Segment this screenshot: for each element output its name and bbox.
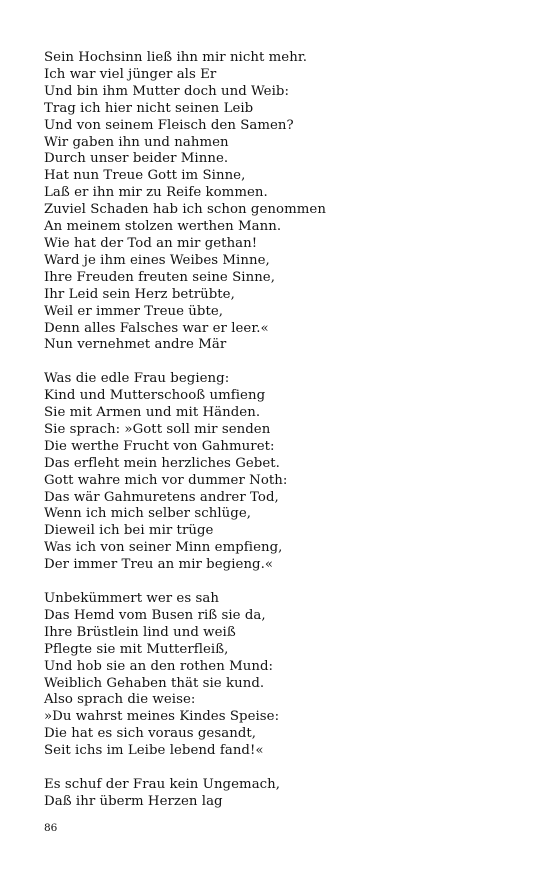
verse-line: Sie mit Armen und mit Händen. <box>44 405 261 421</box>
verse-line: An meinem stolzen werthen Mann. <box>44 219 282 235</box>
verse-line: Was die edle Frau begieng: <box>44 371 230 387</box>
verse-line: Die werthe Frucht von Gahmuret: <box>44 438 275 454</box>
verse-line: Und von seinem Fleisch den Samen? <box>44 117 294 133</box>
verse-line: Weiblich Gehaben thät sie kund. <box>44 675 265 691</box>
verse-line: Gott wahre mich vor dummer Noth: <box>44 472 288 488</box>
verse-line: Das Hemd vom Busen riß sie da, <box>44 607 266 623</box>
stanza <box>44 591 514 760</box>
verse-line: »Du wahrst meines Kindes Speise: <box>44 709 280 725</box>
verse-line: Das erfleht mein herzliches Gebet. <box>44 455 280 471</box>
verse-line: Was ich von seiner Minn empfieng, <box>44 540 283 556</box>
verse-line: Der immer Treu an mir begieng.« <box>44 557 274 573</box>
verse-line: Das wär Gahmuretens andrer Tod, <box>44 489 279 505</box>
verse-line: Die hat es sich voraus gesandt, <box>44 726 257 742</box>
verse-line: Weil er immer Treue übte, <box>44 303 224 319</box>
verse-line: Seit ichs im Leibe lebend fand!« <box>44 743 264 759</box>
verse-line: Nun vernehmet andre Mär <box>44 337 227 353</box>
verse-line: Dieweil ich bei mir trüge <box>44 523 214 539</box>
verse-line: Wenn ich mich selber schlüge, <box>44 506 252 522</box>
verse-line: Es schuf der Frau kein Ungemach, <box>44 776 281 792</box>
verse-line: Wir gaben ihn und nahmen <box>44 134 229 150</box>
verse-line: Laß er ihn mir zu Reife kommen. <box>44 185 268 201</box>
verse-line: Wie hat der Tod an mir gethan! <box>44 235 258 251</box>
verse-line: Und hob sie an den rothen Mund: <box>44 658 274 674</box>
verse-line: Trag ich hier nicht seinen Leib <box>44 100 254 116</box>
verse-line: Zuviel Schaden hab ich schon genommen <box>44 202 326 218</box>
verse-line: Pflegte sie mit Mutterfleiß, <box>44 641 229 657</box>
verse-line: Und bin ihm Mutter doch und Weib: <box>44 83 289 99</box>
verse-line: Ward je ihm eines Weibes Minne, <box>44 252 270 268</box>
verse-line: Ich war viel jünger als Er <box>44 66 217 82</box>
poem-text <box>44 50 514 828</box>
verse-line: Hat nun Treue Gott im Sinne, <box>44 168 246 184</box>
verse-line: Kind und Mutterschooß umfieng <box>44 388 266 404</box>
verse-line: Ihre Freuden freuten seine Sinne, <box>44 269 276 285</box>
page-number: 86 <box>44 822 58 834</box>
stanza <box>44 50 514 354</box>
verse-line: Ihre Brüstlein lind und weiß <box>44 624 236 640</box>
verse-line: Denn alles Falsches war er leer.« <box>44 320 269 336</box>
stanza <box>44 371 514 574</box>
verse-line: Durch unser beider Minne. <box>44 151 229 167</box>
verse-line: Ihr Leid sein Herz betrübte, <box>44 286 235 302</box>
verse-line: Also sprach die weise: <box>44 692 196 708</box>
verse-line: Sein Hochsinn ließ ihn mir nicht mehr. <box>44 50 308 65</box>
verse-line: Unbekümmert wer es sah <box>44 590 219 606</box>
stanza <box>44 777 514 811</box>
verse-line: Sie sprach: »Gott soll mir senden <box>44 421 271 437</box>
verse-line: Daß ihr überm Herzen lag <box>44 793 223 809</box>
